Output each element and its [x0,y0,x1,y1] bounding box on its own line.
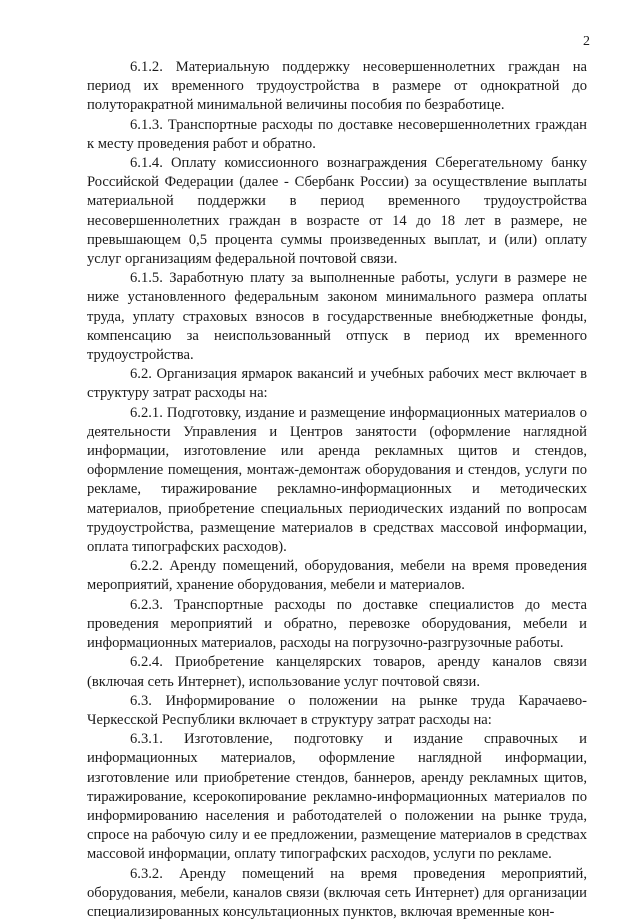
paragraph-6-2: 6.2. Организация ярмарок вакансий и учебных рабочих мест включает в структуру затрат расходы на: [87,366,587,402]
paragraph-6-1-2: 6.1.2. Материальную поддержку несовершеннолетних граждан на период их временного трудоустройства в размере от однократной до полуторакратной минимальной величины пособия по безработице. [87,59,587,114]
paragraph-6-1-3: 6.1.3. Транспортные расходы по доставке несовершеннолетних граждан к месту проведения работ и обратно. [87,116,587,152]
paragraph-6-3-2: 6.3.2. Аренду помещений на время проведения мероприятий, оборудования, мебели, каналов связи (включая сеть Интернет) для организации специализированных консультационных пунктов, включая временные кон- [87,865,587,920]
document-body [87,58,587,922]
paragraph-6-2-2: 6.2.2. Аренду помещений, оборудования, мебели на время проведения мероприятий, хранение оборудования, мебели и материалов. [87,558,587,594]
paragraph-6-2-4: 6.2.4. Приобретение канцелярских товаров, аренду каналов связи (включая сеть Интернет), использование услуг почтовой связи. [87,654,587,690]
paragraph-6-2-3: 6.2.3. Транспортные расходы по доставке специалистов до места проведения мероприятий и обратно, перевозке оборудования, мебели и информационных материалов, расходы на погрузочно-разгрузочные работы. [87,596,587,652]
paragraph-6-3-1: 6.3.1. Изготовление, подготовку и издание справочных и информационных материалов, оформление наглядной информации, изготовление или приобретение стендов, баннеров, аренду рекламных щитов, тиражирование, ксерокопирование рекламно-информационных материалов по информированию населения и работодателей о положении на рынке труда, спросе на рабочую силу и ее предложении, размещение материалов в средствах массовой информации, оплату типографских расходов, услуги по рекламе. [87,731,587,863]
paragraph-6-2-1: 6.2.1. Подготовку, издание и размещение информационных материалов о деятельности Управления и Центров занятости (оформление наглядной информации, изготовление или аренда рекламных щитов и стендов, оформление помещения, монтаж-демонтаж оборудования и стендов, услуги по рекламе, тиражирование рекламно-информационных и методических материалов, приобретение специальных периодических изданий по вопросам трудоустройства, размещение материалов в средствах массовой информации, оплата типографских расходов). [87,404,587,556]
page-number: 2 [583,34,590,49]
paragraph-6-1-4: 6.1.4. Оплату комиссионного вознаграждения Сберегательному банку Российской Федерации (далее - Сбербанк России) за осуществление выплаты материальной поддержки в период временного трудоустройства несовершеннолетних граждан в возрасте от 14 до 18 лет в размере, не превышающем 0,5 процента суммы произведенных выплат, и (или) оплату услуг организациям федеральной почтовой связи. [87,155,587,268]
paragraph-6-3: 6.3. Информирование о положении на рынке труда Карачаево-Черкесской Республики включает в структуру затрат расходы на: [87,692,587,728]
paragraph-6-1-5: 6.1.5. Заработную плату за выполненные работы, услуги в размере не ниже установленного федеральным законом минимального размера оплаты труда, уплату страховых взносов в государственные внебюджетные фонды, компенсацию за неиспользованный отпуск в период их временного трудоустройства. [87,270,587,364]
